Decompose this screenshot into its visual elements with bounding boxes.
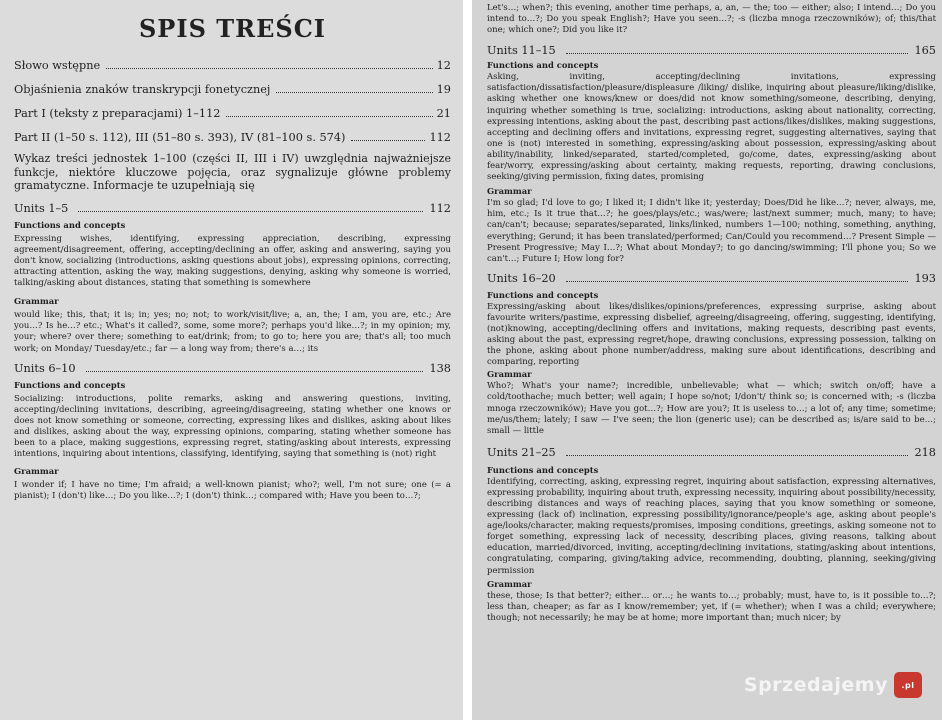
page-title: SPIS TREŚCI xyxy=(138,14,327,43)
leader-dots xyxy=(566,53,909,54)
watermark-logo-icon: .pl xyxy=(894,672,922,698)
toc-entry-page: 112 xyxy=(429,131,451,144)
functions-text: Expressing wishes, identifying, expressing appreciation, describing, expressing agreement/disagreement, offering, accepting/declining an offer, asking and answering, saying you don't know, socializing (introductions, asking questions about jobs), expressing opinions, correcting, attracting attention, asking the way, making suggestions, denying, asking why someone is worried, talking/asking about distances, stating that something is somewhere xyxy=(14,233,451,289)
leader-dots xyxy=(226,116,432,117)
toc-entry xyxy=(14,131,451,144)
unit-heading xyxy=(487,44,936,58)
toc-note: Wykaz treści jednostek 1–100 (części II, III i IV) uwzględnia najważniejsze funkcje, niektóre kluczowe pojęcia, oraz sygnalizuje główne problemy gramatyczne. Informacje te uzupełniają się xyxy=(14,152,451,193)
watermark xyxy=(744,672,922,698)
grammar-heading: Grammar xyxy=(14,466,59,477)
unit-title: Units 16–20 xyxy=(487,271,556,285)
unit-heading xyxy=(487,272,936,286)
functions-heading: Functions and concepts xyxy=(487,60,599,71)
unit-heading xyxy=(14,202,451,216)
unit-title: Units 1–5 xyxy=(14,201,69,215)
grammar-text: these, those; Is that better?; either… or…; he wants to…; probably; must, have to, is it possible to…?; less than, cheaper; as far as I know/remember; yet, if (= whether); when I was a child; everywhere; though; not necessarily; he may be at home; more important than; much nicer; by xyxy=(487,590,936,623)
grammar-heading: Grammar xyxy=(14,296,59,307)
toc-entry-label: Part I (teksty z preparacjami) 1–112 xyxy=(14,107,221,120)
functions-text: Expressing/asking about likes/dislikes/opinions/preferences, expressing surprise, asking about favourite writers/pastime, expressing disbelief, agreeing/disagreeing, offering, suggesting, identifying, (not)knowing, accepting/declining offers and invitations, making requests, describing past events, asking about the past, expressing regret/hope, drawing conclusions, expressing possession, talking on the phone, asking about phone number/address, making sure about identifications, describing and comparing, reporting xyxy=(487,301,936,368)
functions-heading: Functions and concepts xyxy=(14,219,126,230)
functions-heading: Functions and concepts xyxy=(14,379,126,390)
toc-entry-label: Objaśnienia znaków transkrypcji fonetycznej xyxy=(14,83,271,96)
toc-entry-page: 21 xyxy=(436,107,451,120)
unit-page: 165 xyxy=(914,44,936,58)
toc-entry xyxy=(14,83,451,96)
unit-page: 218 xyxy=(914,445,936,459)
unit-heading xyxy=(14,362,451,376)
functions-text: Socializing: introductions, polite remarks, asking and answering questions, inviting, accepting/declining invitations, describing, agreeing/disagreeing, stating whether one knows or does not know something or someone, correcting, expressing likes and dislikes, asking about likes and dislikes, asking about the way, expressing opinions, comparing, stating whether someone has been to a place, making suggestions, expressing regret, stating/asking about interests, expressing intentions, inquiring about intentions, classifying, identifying, saying that something is (not) right xyxy=(14,393,451,460)
grammar-heading: Grammar xyxy=(487,578,532,589)
functions-text: Asking, inviting, accepting/declining invitations, expressing satisfaction/dissatisfaction/pleasure/displeasure /liking/ dislike, inquiring about pleasure/liking/dislike, asking whether one knows/knew or does/did not know something/someone, describing, denying, inquiring whether something is true, socializing: introductions, asking about nationality, correcting, expressing intentions, asking about the past, describing past actions/likes/dislikes, making suggestions, accepting and declining offers and invitations, expressing regret, suggesting alternatives, saying that one is (not) interested in something, expressing/asking about possession, expressing/asking about ability/inability, linked/separated, started/completed, go/come, dates, expressing/asking about fear/worry, expressing/asking about certainty, making requests, reporting, drawing conclusions, seeking/giving permission, fixing dates, promising xyxy=(487,72,936,183)
leader-dots xyxy=(566,455,909,456)
watermark-logo: Sprzedajemy xyxy=(743,674,888,696)
unit-title: Units 11–15 xyxy=(487,44,556,58)
grammar-text: Who?; What's your name?; incredible, unbelievable; what — which; switch on/off; have a cold/toothache; much better; well again; I hope so/not; I/don't/ think so; is concerned with; -s (liczba mnoga rzeczowników); Have you got…?; How are you?; It is useless to…; a lot of; any time; sometime; me/us/them; lately; I saw — I've seen; the lion (generic use); can be described as; is/are said to be…; small — little xyxy=(487,381,936,436)
toc-entry-label: Słowo wstępne xyxy=(14,59,101,72)
toc-entry-label: Part II (1–50 s. 112), III (51–80 s. 393), IV (81–100 s. 574) xyxy=(14,131,346,144)
grammar-text: would like; this, that; it is; in; yes; no; not; to work/visit/live; a, an, the; I am, you are, etc.; Are you…? Is he…? etc.; What's it called?, some, some more?; perhaps you'd like…?; in my opinion; my, your; where? over there; something to eat/drink; from; to go to; here you are; that's all; too much work; on Monday/ Tuesday/etc.; far — a long way from; there's a…; its xyxy=(14,310,451,354)
grammar-text: I'm so glad; I'd love to go; I liked it; I didn't like it; yesterday; Does/Did he like…?; never, always, me, him, etc.; Is it true that…?; he goes/plays/etc.; was/were; last/next summer; much, many; to have; can/can't; because; separates/separated, links/linked, numbers 1—100; nothing, something, anything, everything; Gerund; it has been translated/performed; Can/Could you recommend…? Present Simple — Present Progressive; May I…?; What about Monday?; to go dancing/swimming; I'll phone you; So we can't…; Future I; How long for? xyxy=(487,198,936,264)
leader-dots xyxy=(78,211,423,212)
toc-entry-page: 12 xyxy=(436,59,451,72)
unit-page: 193 xyxy=(914,271,936,285)
toc-entry-page: 19 xyxy=(436,83,451,96)
right-page xyxy=(472,0,942,720)
grammar-heading: Grammar xyxy=(487,369,532,380)
continued-grammar-text: Let's…; when?; this evening, another time perhaps, a, an, — the; too — either; also; I intend…; Do you intend to…?; Do you speak English?; Have you seen…?; -s (liczba mnoga rzeczowników); of; this/that one; which one?; Did you like it? xyxy=(487,3,936,36)
unit-page: 112 xyxy=(429,201,451,215)
left-page xyxy=(0,0,463,720)
grammar-text: I wonder if; I have no time; I'm afraid; a well-known pianist; who?; well, I'm not sure; one (= a pianist); I (don't) like…; Do you like…?; I (don't) think…; compared with; Have you been to…?; xyxy=(14,480,451,502)
toc-entry xyxy=(14,59,451,72)
functions-text: Identifying, correcting, asking, expressing regret, inquiring about satisfaction, expressing alternatives, expressing probability, inquiring about truth, expressing necessity, inquiring about possibility/necessity, describing distances and ways of reaching places, saying that you know something or someone, expressing (lack of) inclination, expressing possibility/ignorance/people's age, asking about people's age/looks/character, making requests/promises, imposing conditions, greetings, asking someone not to forget something, expressing lack of necessity, describing places, giving reasons, talking about education, married/divorced, inviting, accepting/declining invitations, stating/asking about intentions, congratulating, comparing, giving/taking advice, recommending, doubting, planning, seeking/giving permission xyxy=(487,476,936,576)
toc-entry xyxy=(14,107,451,120)
leader-dots xyxy=(106,68,432,69)
unit-title: Units 21–25 xyxy=(487,445,556,459)
unit-page: 138 xyxy=(429,361,451,375)
grammar-heading: Grammar xyxy=(487,186,532,197)
leader-dots xyxy=(86,371,424,372)
unit-title: Units 6–10 xyxy=(14,361,76,375)
functions-heading: Functions and concepts xyxy=(487,289,599,300)
unit-heading xyxy=(487,446,936,460)
functions-heading: Functions and concepts xyxy=(487,464,599,475)
leader-dots xyxy=(276,92,432,93)
leader-dots xyxy=(566,281,909,282)
leader-dots xyxy=(351,140,425,141)
